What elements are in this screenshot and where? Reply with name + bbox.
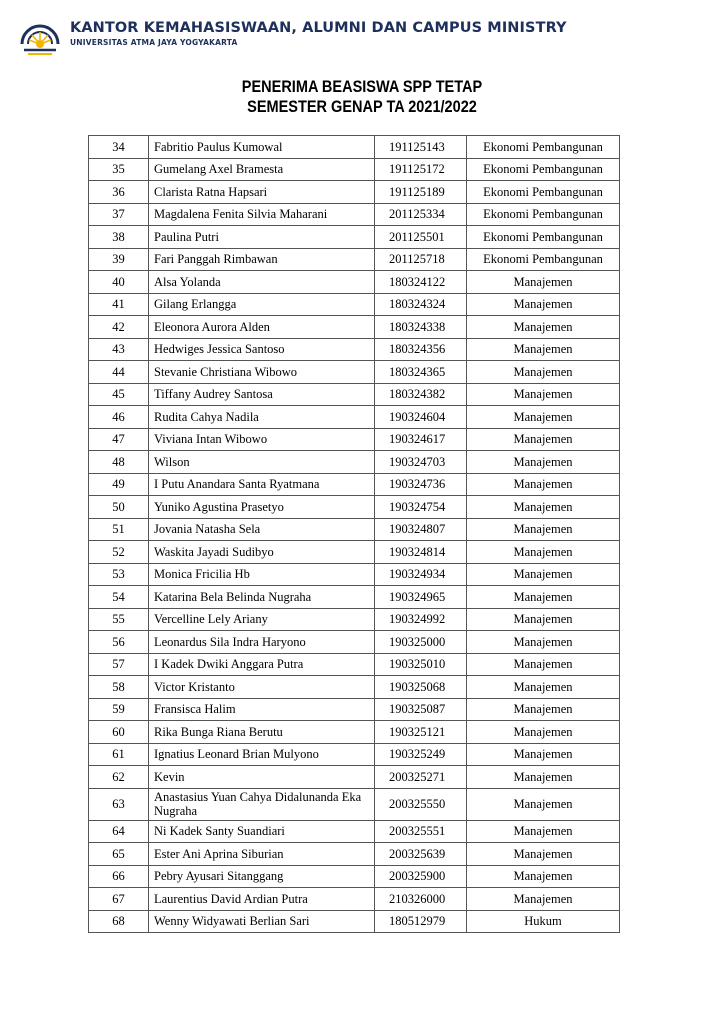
row-number: 37 [89, 203, 149, 226]
student-name: Rudita Cahya Nadila [149, 406, 375, 429]
study-program: Manajemen [467, 451, 620, 474]
study-program: Manajemen [467, 316, 620, 339]
student-name: Katarina Bela Belinda Nugraha [149, 586, 375, 609]
recipients-table [88, 135, 620, 933]
table-row [89, 496, 620, 519]
table-row [89, 383, 620, 406]
table-row [89, 698, 620, 721]
student-id: 200325900 [375, 865, 467, 888]
study-program: Hukum [467, 910, 620, 933]
study-program: Manajemen [467, 676, 620, 699]
study-program: Manajemen [467, 888, 620, 911]
student-id: 180324338 [375, 316, 467, 339]
row-number: 63 [89, 788, 149, 820]
student-id: 180512979 [375, 910, 467, 933]
row-number: 35 [89, 158, 149, 181]
study-program: Ekonomi Pembangunan [467, 181, 620, 204]
study-program: Ekonomi Pembangunan [467, 203, 620, 226]
study-program: Manajemen [467, 608, 620, 631]
table-row [89, 338, 620, 361]
row-number: 47 [89, 428, 149, 451]
student-id: 200325550 [375, 788, 467, 820]
student-id: 191125143 [375, 136, 467, 159]
row-number: 41 [89, 293, 149, 316]
row-number: 52 [89, 541, 149, 564]
student-name: Waskita Jayadi Sudibyo [149, 541, 375, 564]
student-id: 180324382 [375, 383, 467, 406]
row-number: 61 [89, 743, 149, 766]
row-number: 51 [89, 518, 149, 541]
student-name: Fari Panggah Rimbawan [149, 248, 375, 271]
table-row [89, 653, 620, 676]
study-program: Manajemen [467, 383, 620, 406]
table-row [89, 181, 620, 204]
table-row [89, 361, 620, 384]
student-name: Monica Fricilia Hb [149, 563, 375, 586]
student-name: Fransisca Halim [149, 698, 375, 721]
student-id: 190325249 [375, 743, 467, 766]
student-name: Kevin [149, 766, 375, 789]
study-program: Ekonomi Pembangunan [467, 248, 620, 271]
study-program: Manajemen [467, 518, 620, 541]
study-program: Manajemen [467, 361, 620, 384]
study-program: Manajemen [467, 338, 620, 361]
student-id: 190324965 [375, 586, 467, 609]
study-program: Manajemen [467, 843, 620, 866]
table-row [89, 586, 620, 609]
student-name: Pebry Ayusari Sitanggang [149, 865, 375, 888]
study-program: Manajemen [467, 820, 620, 843]
table-row [89, 721, 620, 744]
row-number: 48 [89, 451, 149, 474]
row-number: 65 [89, 843, 149, 866]
study-program: Ekonomi Pembangunan [467, 158, 620, 181]
table-row [89, 406, 620, 429]
student-id: 201125501 [375, 226, 467, 249]
row-number: 45 [89, 383, 149, 406]
row-number: 57 [89, 653, 149, 676]
table-row [89, 293, 620, 316]
row-number: 42 [89, 316, 149, 339]
study-program: Ekonomi Pembangunan [467, 226, 620, 249]
student-id: 180324122 [375, 271, 467, 294]
letterhead [18, 14, 567, 66]
student-name: Laurentius David Ardian Putra [149, 888, 375, 911]
table-row [89, 541, 620, 564]
row-number: 43 [89, 338, 149, 361]
row-number: 55 [89, 608, 149, 631]
student-name: Gilang Erlangga [149, 293, 375, 316]
university-logo-icon [18, 14, 62, 58]
student-id: 190325010 [375, 653, 467, 676]
table-row [89, 248, 620, 271]
student-id: 190324736 [375, 473, 467, 496]
row-number: 56 [89, 631, 149, 654]
study-program: Manajemen [467, 631, 620, 654]
study-program: Manajemen [467, 653, 620, 676]
row-number: 68 [89, 910, 149, 933]
student-name: Ni Kadek Santy Suandiari [149, 820, 375, 843]
student-name: I Putu Anandara Santa Ryatmana [149, 473, 375, 496]
row-number: 36 [89, 181, 149, 204]
table-row [89, 158, 620, 181]
study-program: Manajemen [467, 541, 620, 564]
student-name: Magdalena Fenita Silvia Maharani [149, 203, 375, 226]
study-program: Manajemen [467, 788, 620, 820]
table-row [89, 766, 620, 789]
study-program: Manajemen [467, 293, 620, 316]
row-number: 50 [89, 496, 149, 519]
student-name: Yuniko Agustina Prasetyo [149, 496, 375, 519]
row-number: 34 [89, 136, 149, 159]
student-name: Rika Bunga Riana Berutu [149, 721, 375, 744]
row-number: 54 [89, 586, 149, 609]
student-name: Wilson [149, 451, 375, 474]
table-row [89, 888, 620, 911]
row-number: 40 [89, 271, 149, 294]
student-id: 190324814 [375, 541, 467, 564]
page-subtitle: SEMESTER GENAP TA 2021/2022 [247, 98, 477, 116]
student-name: Jovania Natasha Sela [149, 518, 375, 541]
student-id: 190325068 [375, 676, 467, 699]
row-number: 62 [89, 766, 149, 789]
table-row [89, 563, 620, 586]
table-row [89, 631, 620, 654]
student-name: Ester Ani Aprina Siburian [149, 843, 375, 866]
study-program: Manajemen [467, 271, 620, 294]
page-title: PENERIMA BEASISWA SPP TETAP [241, 78, 483, 96]
table-row [89, 203, 620, 226]
table-row [89, 428, 620, 451]
student-id: 190324754 [375, 496, 467, 519]
table-row [89, 136, 620, 159]
student-name: Leonardus Sila Indra Haryono [149, 631, 375, 654]
row-number: 44 [89, 361, 149, 384]
study-program: Manajemen [467, 721, 620, 744]
study-program: Manajemen [467, 406, 620, 429]
study-program: Manajemen [467, 743, 620, 766]
student-name: Victor Kristanto [149, 676, 375, 699]
row-number: 49 [89, 473, 149, 496]
student-name: Clarista Ratna Hapsari [149, 181, 375, 204]
row-number: 66 [89, 865, 149, 888]
student-name: Tiffany Audrey Santosa [149, 383, 375, 406]
row-number: 67 [89, 888, 149, 911]
student-id: 190324934 [375, 563, 467, 586]
student-name: Anastasius Yuan Cahya Didalunanda Eka Nugraha [149, 788, 375, 820]
row-number: 59 [89, 698, 149, 721]
student-id: 180324356 [375, 338, 467, 361]
table-row [89, 843, 620, 866]
study-program: Manajemen [467, 473, 620, 496]
student-name: Alsa Yolanda [149, 271, 375, 294]
student-id: 180324365 [375, 361, 467, 384]
study-program: Manajemen [467, 766, 620, 789]
study-program: Manajemen [467, 586, 620, 609]
table-row [89, 271, 620, 294]
row-number: 46 [89, 406, 149, 429]
table-row [89, 676, 620, 699]
student-name: Vercelline Lely Ariany [149, 608, 375, 631]
table-row [89, 518, 620, 541]
row-number: 58 [89, 676, 149, 699]
org-subtitle: UNIVERSITAS ATMA JAYA YOGYAKARTA [70, 38, 238, 47]
table-row [89, 788, 620, 820]
student-id: 190324992 [375, 608, 467, 631]
student-id: 190324807 [375, 518, 467, 541]
study-program: Manajemen [467, 698, 620, 721]
study-program: Manajemen [467, 496, 620, 519]
student-id: 190324617 [375, 428, 467, 451]
student-id: 190325121 [375, 721, 467, 744]
table-row [89, 226, 620, 249]
org-name: KANTOR KEMAHASISWAAN, ALUMNI DAN CAMPUS MINISTRY [70, 20, 567, 36]
student-name: Eleonora Aurora Alden [149, 316, 375, 339]
table-row [89, 910, 620, 933]
student-id: 190325000 [375, 631, 467, 654]
study-program: Manajemen [467, 563, 620, 586]
study-program: Manajemen [467, 428, 620, 451]
table-row [89, 608, 620, 631]
student-name: Ignatius Leonard Brian Mulyono [149, 743, 375, 766]
student-name: Wenny Widyawati Berlian Sari [149, 910, 375, 933]
student-name: Paulina Putri [149, 226, 375, 249]
student-name: Fabritio Paulus Kumowal [149, 136, 375, 159]
student-id: 190325087 [375, 698, 467, 721]
student-id: 201125334 [375, 203, 467, 226]
student-name: Stevanie Christiana Wibowo [149, 361, 375, 384]
study-program: Ekonomi Pembangunan [467, 136, 620, 159]
study-program: Manajemen [467, 865, 620, 888]
table-row [89, 316, 620, 339]
student-name: Viviana Intan Wibowo [149, 428, 375, 451]
student-name: I Kadek Dwiki Anggara Putra [149, 653, 375, 676]
student-name: Hedwiges Jessica Santoso [149, 338, 375, 361]
student-id: 190324604 [375, 406, 467, 429]
table-row [89, 473, 620, 496]
student-id: 200325271 [375, 766, 467, 789]
row-number: 64 [89, 820, 149, 843]
row-number: 60 [89, 721, 149, 744]
row-number: 53 [89, 563, 149, 586]
student-id: 210326000 [375, 888, 467, 911]
student-id: 191125172 [375, 158, 467, 181]
table-row [89, 820, 620, 843]
table-row [89, 743, 620, 766]
student-id: 200325639 [375, 843, 467, 866]
student-name: Gumelang Axel Bramesta [149, 158, 375, 181]
student-id: 201125718 [375, 248, 467, 271]
student-id: 200325551 [375, 820, 467, 843]
row-number: 39 [89, 248, 149, 271]
row-number: 38 [89, 226, 149, 249]
student-id: 180324324 [375, 293, 467, 316]
student-id: 191125189 [375, 181, 467, 204]
table-row [89, 865, 620, 888]
table-row [89, 451, 620, 474]
student-id: 190324703 [375, 451, 467, 474]
